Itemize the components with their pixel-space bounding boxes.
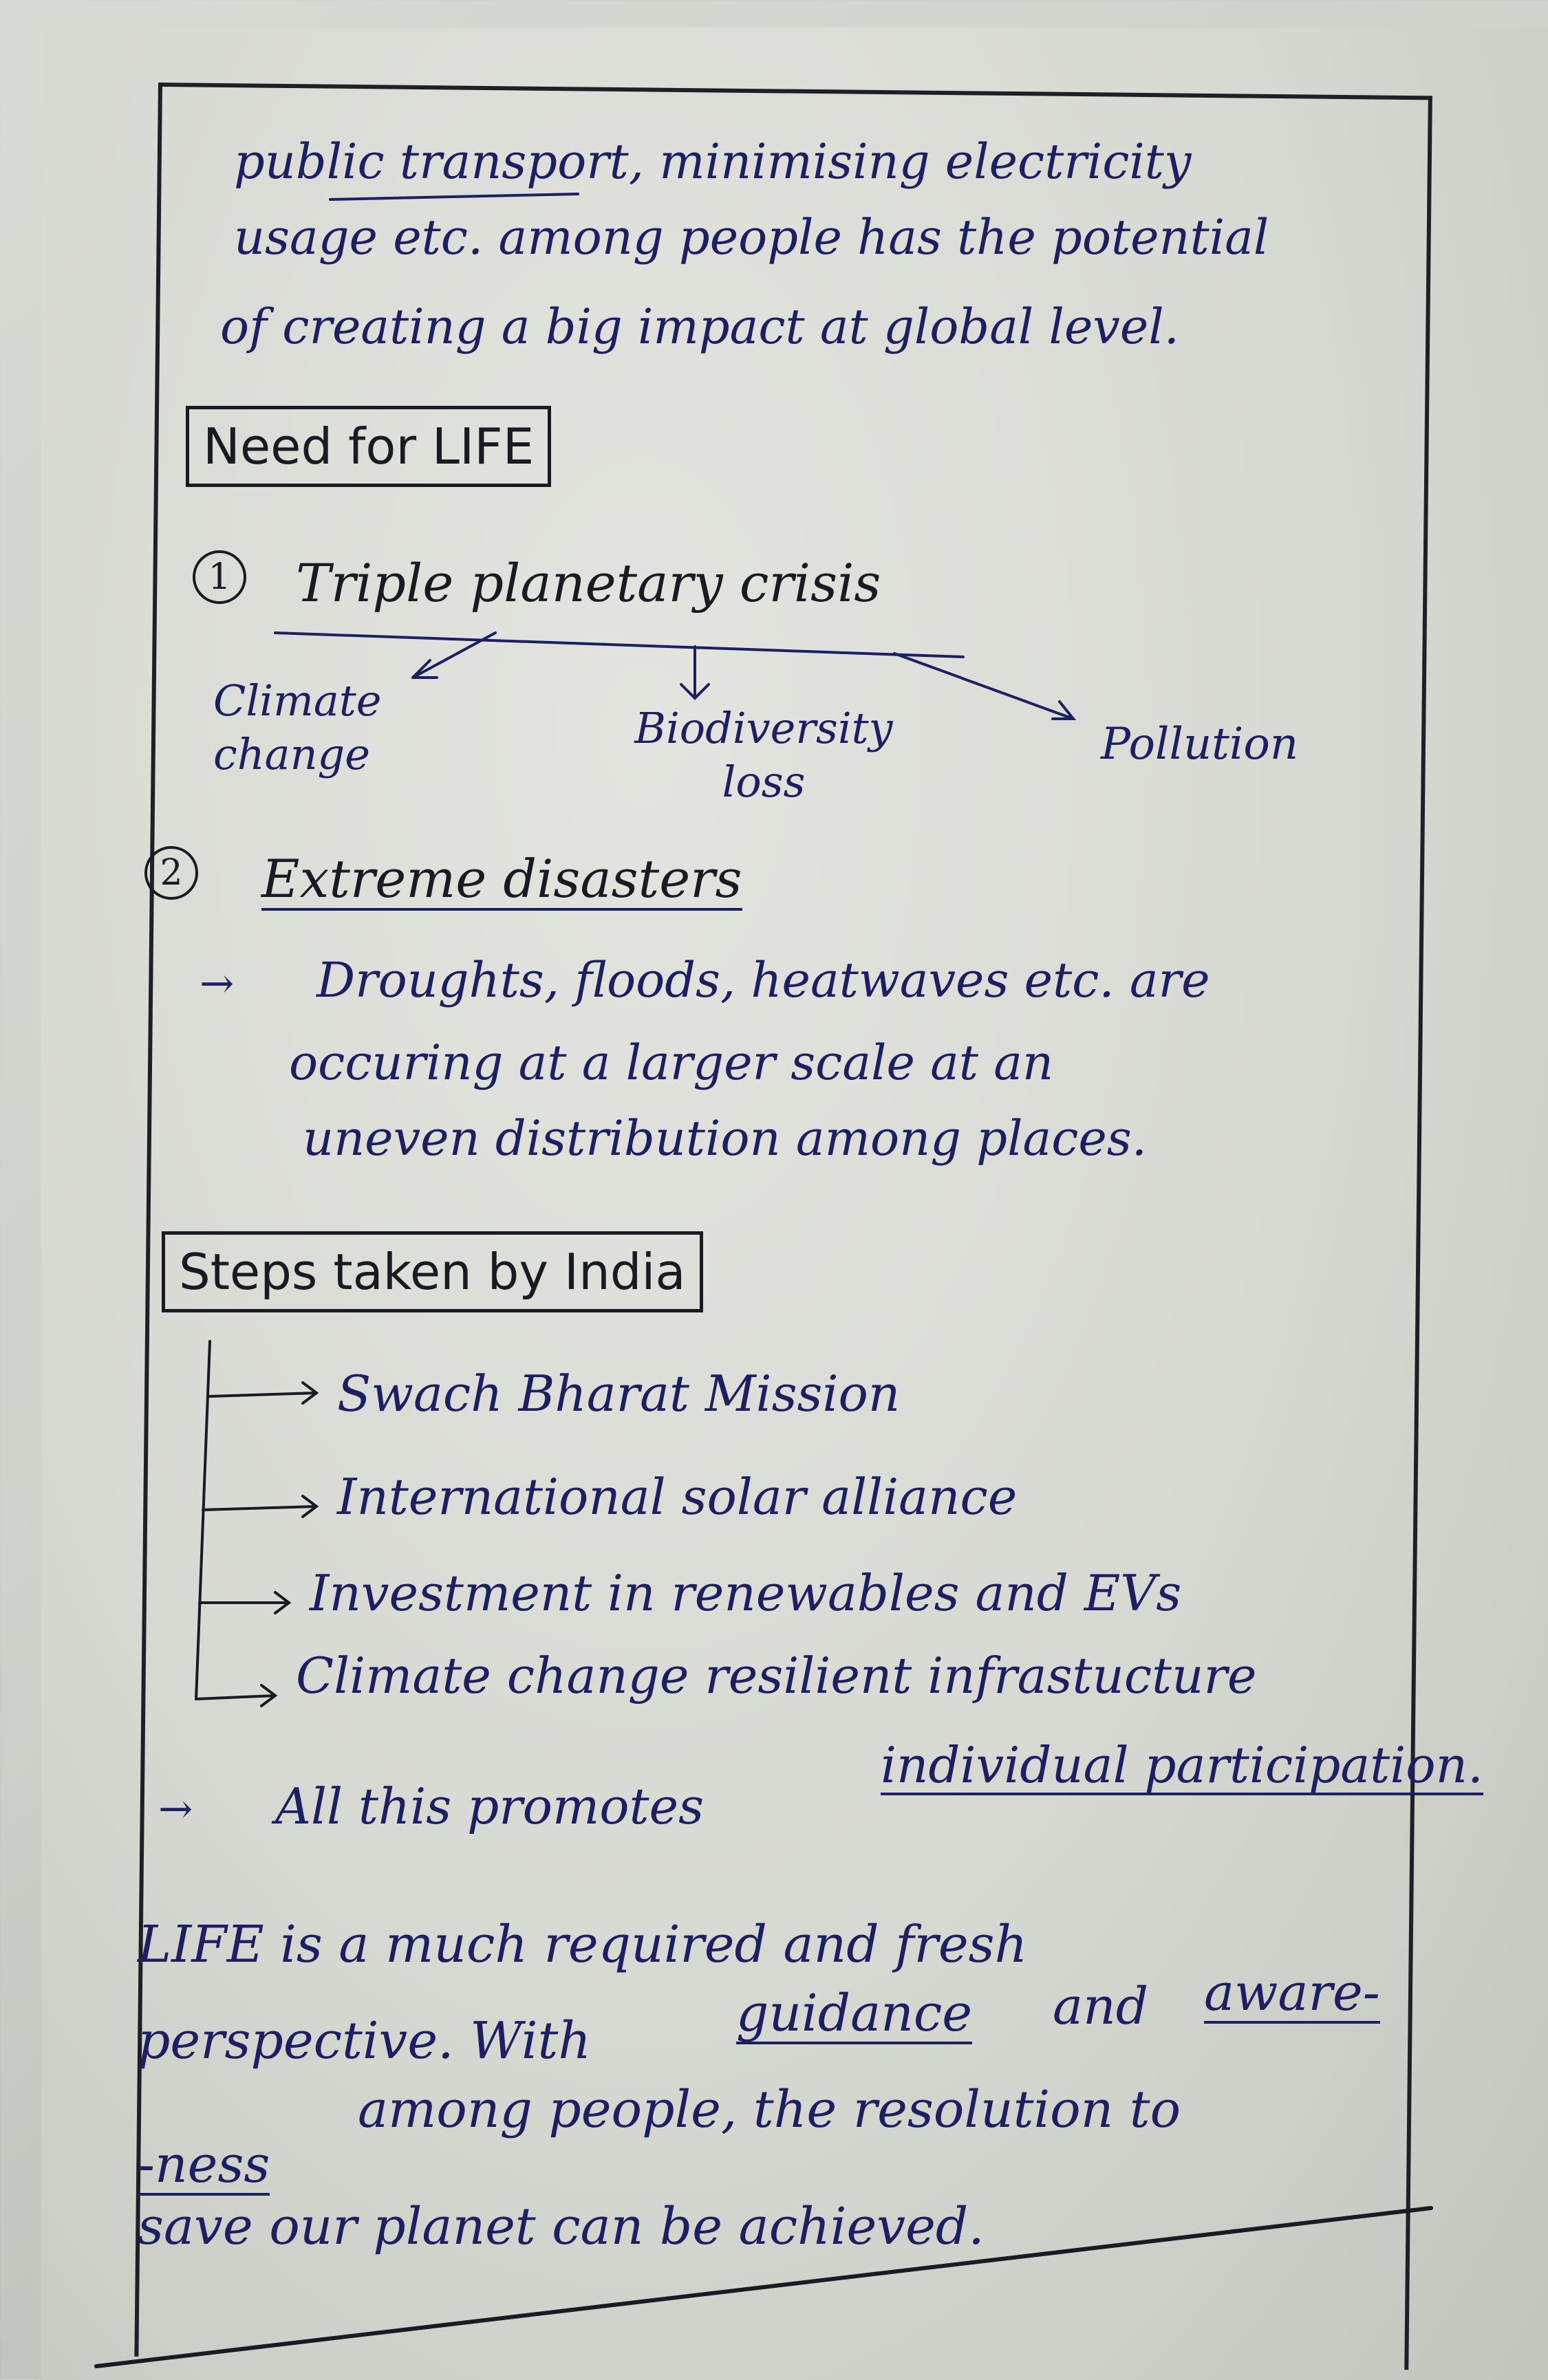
conclusion-line-1: LIFE is a much required and fresh (138, 1915, 1028, 1974)
step-1-branch (210, 1383, 316, 1403)
branch-biodiversity-loss: Biodiversity loss (634, 703, 893, 807)
steps-trunk (196, 1341, 210, 1699)
steps-heading: Steps taken by India (162, 1231, 703, 1312)
branch-climate-change: Climate change (213, 675, 382, 779)
conclusion-line-2c: and (1053, 1977, 1149, 2036)
step-4-branch (196, 1685, 275, 1706)
intro-line-3: of creating a big impact at global level. (220, 299, 1179, 355)
frame-bottom-line (96, 2208, 1431, 2366)
step-item-2: International solar alliance (337, 1468, 1018, 1526)
intro-line-2: usage etc. among people has the potential (234, 209, 1269, 266)
conclusion-line-2a: perspective. With (138, 2011, 591, 2070)
conclusion-line-3a: -ness (138, 2135, 270, 2194)
conclusion-line-4: save our planet can be achieved. (138, 2197, 985, 2256)
step-item-3: Investment in renewables and EVs (310, 1564, 1182, 1622)
step-3-branch (200, 1592, 289, 1613)
item-2-title: Extreme disasters (261, 848, 742, 909)
disasters-line-3: uneven distribution among places. (303, 1110, 1148, 1167)
underline-public-transport (330, 194, 578, 199)
item-1-number: 1 (193, 550, 246, 604)
disasters-line-2: occuring at a larger scale at an (289, 1035, 1054, 1091)
step-2-branch (203, 1496, 316, 1517)
summary-emphasis: individual participation. (881, 1736, 1483, 1794)
item-1-title: Triple planetary crisis (296, 552, 881, 614)
conclusion-line-2b: guidance (736, 1984, 973, 2043)
summary-prefix: All this promotes (275, 1777, 705, 1835)
arrow-to-pollution (894, 653, 1073, 719)
underline-triple-crisis (275, 633, 963, 657)
arrow-to-biodiversity (681, 647, 709, 698)
arrow-disasters: → (200, 960, 235, 1008)
step-item-4: Climate change resilient infrastucture (296, 1647, 1257, 1705)
branch-pollution: Pollution (1101, 719, 1299, 770)
conclusion-line-3b: among people, the resolution to (358, 2080, 1181, 2139)
arrow-summary: → (158, 1785, 193, 1833)
step-item-1: Swach Bharat Mission (337, 1365, 901, 1422)
intro-line-1: public transport, minimising electricity (234, 133, 1192, 190)
conclusion-line-2d: aware- (1204, 1963, 1380, 2022)
disasters-line-1: Droughts, floods, heatwaves etc. are (316, 952, 1210, 1008)
item-2-number: 2 (144, 846, 198, 900)
need-for-life-heading: Need for LIFE (186, 406, 551, 487)
